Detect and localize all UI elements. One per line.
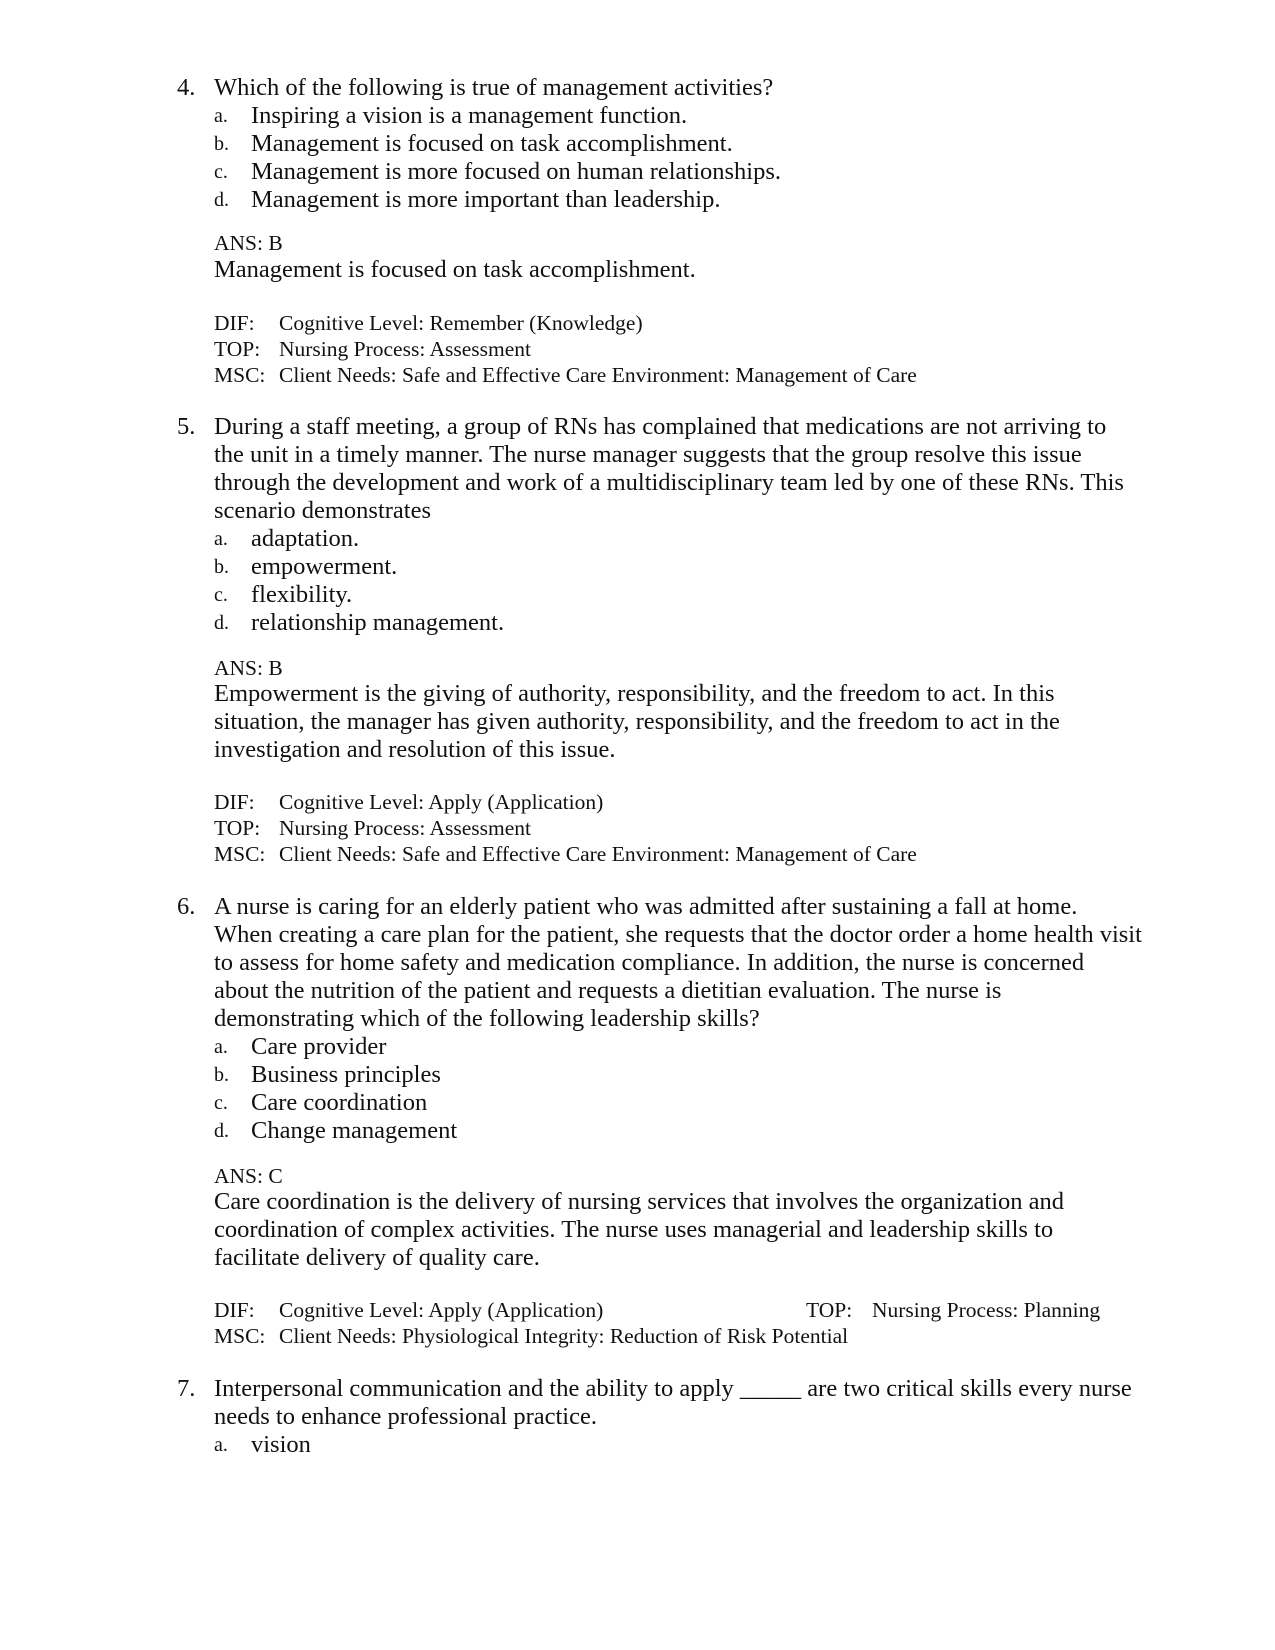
dif-value: Cognitive Level: Apply (Application) [279,1298,604,1322]
option-text: vision [251,1431,311,1458]
question-number: 7. [177,1375,196,1402]
question-stem: demonstrating which of the following leadership skills? [214,1005,760,1032]
option-letter: d. [214,189,229,211]
top-value: Nursing Process: Planning [872,1298,1101,1322]
option-text: Business principles [251,1061,441,1088]
msc-label: MSC: [214,1324,266,1348]
rationale: coordination of complex activities. The nurse uses managerial and leadership skills to [214,1216,1054,1243]
option-text: Management is more important than leadership. [251,186,721,213]
top-label: TOP: [806,1298,853,1322]
answer: ANS: B [214,231,283,255]
question-stem: about the nutrition of the patient and requests a dietitian evaluation. The nurse is [214,977,1002,1004]
question-stem: through the development and work of a multidisciplinary team led by one of these RNs. This [214,469,1124,496]
msc-value: Client Needs: Safe and Effective Care Environment: Management of Care [279,363,917,387]
top-label: TOP: [214,816,261,840]
option-text: empowerment. [251,553,398,580]
question-stem: needs to enhance professional practice. [214,1403,597,1430]
option-letter: a. [214,105,228,127]
answer: ANS: B [214,656,283,680]
option-text: Management is more focused on human relationships. [251,158,782,185]
option-text: flexibility. [251,581,353,608]
rationale: investigation and resolution of this issue. [214,736,616,763]
option-letter: b. [214,133,229,155]
question-stem: scenario demonstrates [214,497,432,524]
option-text: adaptation. [251,525,360,552]
option-letter: c. [214,161,228,183]
rationale: situation, the manager has given authority, responsibility, and the freedom to act in the [214,708,1060,735]
option-letter: a. [214,1036,228,1058]
dif-value: Cognitive Level: Apply (Application) [279,790,604,814]
question-stem: When creating a care plan for the patient, she requests that the doctor order a home health visit [214,921,1142,948]
msc-value: Client Needs: Physiological Integrity: Reduction of Risk Potential [279,1324,849,1348]
question-stem: Which of the following is true of management activities? [214,74,774,101]
option-letter: b. [214,1064,229,1086]
question-stem: to assess for home safety and medication compliance. In addition, the nurse is concerned [214,949,1085,976]
dif-value: Cognitive Level: Remember (Knowledge) [279,311,643,335]
option-text: relationship management. [251,609,505,636]
option-letter: d. [214,1120,229,1142]
option-text: Inspiring a vision is a management function. [251,102,688,129]
question-number: 5. [177,413,196,440]
question-stem: During a staff meeting, a group of RNs has complained that medications are not arriving to [214,413,1107,440]
question-stem: Interpersonal communication and the ability to apply _____ are two critical skills every nurse [214,1375,1132,1402]
dif-label: DIF: [214,790,255,814]
rationale: facilitate delivery of quality care. [214,1244,540,1271]
dif-label: DIF: [214,1298,255,1322]
question-number: 4. [177,74,196,101]
msc-label: MSC: [214,363,266,387]
option-text: Management is focused on task accomplishment. [251,130,733,157]
option-letter: c. [214,584,228,606]
rationale: Empowerment is the giving of authority, responsibility, and the freedom to act. In this [214,680,1055,707]
answer: ANS: C [214,1164,283,1188]
question-stem: A nurse is caring for an elderly patient who was admitted after sustaining a fall at home. [214,893,1078,920]
rationale: Care coordination is the delivery of nursing services that involves the organization and [214,1188,1065,1215]
msc-value: Client Needs: Safe and Effective Care Environment: Management of Care [279,842,917,866]
question-number: 6. [177,893,196,920]
rationale: Management is focused on task accomplishment. [214,256,696,283]
option-text: Care provider [251,1033,387,1060]
option-text: Change management [251,1117,458,1144]
dif-label: DIF: [214,311,255,335]
top-label: TOP: [214,337,261,361]
top-value: Nursing Process: Assessment [279,337,532,361]
option-letter: b. [214,556,229,578]
option-letter: a. [214,528,228,550]
msc-label: MSC: [214,842,266,866]
question-stem: the unit in a timely manner. The nurse manager suggests that the group resolve this issue [214,441,1082,468]
option-text: Care coordination [251,1089,428,1116]
top-value: Nursing Process: Assessment [279,816,532,840]
option-letter: c. [214,1092,228,1114]
option-letter: d. [214,612,229,634]
option-letter: a. [214,1434,228,1456]
